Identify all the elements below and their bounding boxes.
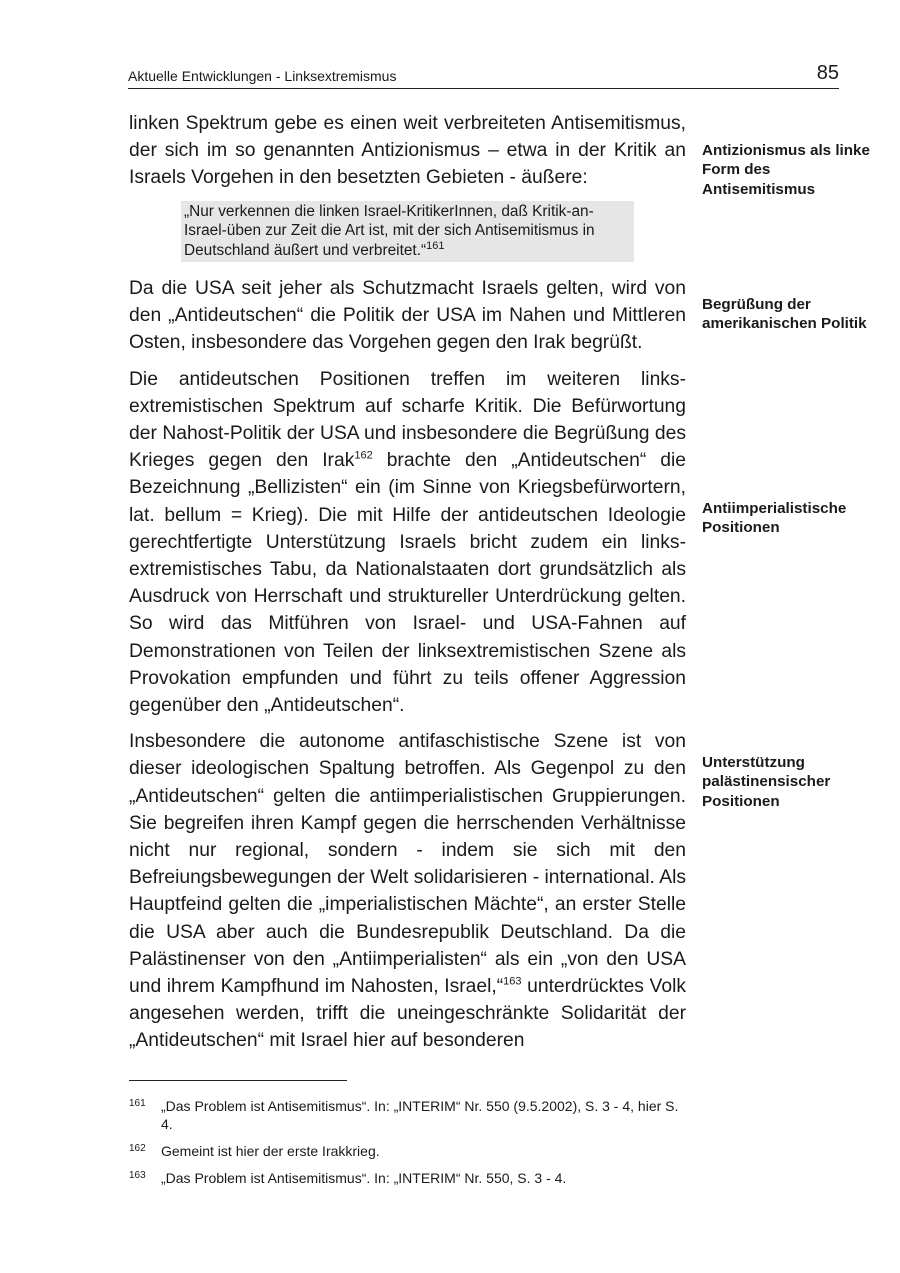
paragraph: Da die USA seit jeher als Schutzmacht Israels gelten, wird von den „Antideutschen“ die Politik der USA im Nahen und Mittleren Osten, insbesondere das Vorgehen gegen den Irak begrüßt. <box>129 278 686 354</box>
sidenote: Antiimperialistische Positionen <box>702 500 847 537</box>
paragraph-text: Insbesondere die autonome antifaschistische Szene ist von dieser ideologischen Spaltung betroffen. Als Gegenpol zu den „Antideutschen“ gelten die antiimperialistischen Gruppierungen. Sie begreifen ihren Kampf gegen die herrschenden Verhältnisse nicht nur regional, sondern - indem sie sich mit den Befreiungsbewegungen der Welt solidarisieren - international. Als Hauptfeind gelten die „imperialistischen Mächte“, an erster Stelle die USA aber auch die Bundesrepublik Deutschland. Da die Palästinenser von den „Antiimperialisten“ als ein „von den USA und ihrem Kampfhund im Nahosten, Israel,“ <box>129 731 686 998</box>
footnote <box>129 1097 689 1133</box>
footnote-number: 163 <box>129 1170 146 1181</box>
quote-text: „Nur verkennen die linken Israel-KritikerInnen, daß Kritik-an-Israel-üben zur Zeit die Art ist, mit der sich Antisemitismus in Deutschland äußert und verbreitet.“ <box>184 202 595 260</box>
paragraph-text: brachte den „Antideutschen“ die Bezeichnung „Bellizisten“ ein (im Sinne von Kriegsbefürwortern, lat. bellum = Krieg). Die mit Hilfe der antideutschen Ideologie gerechtfertigte Unterstützung Israels bricht zudem ein linksextremistisches Tabu, da Nationalstaaten dort grundsätzlich als Ausdruck von Herrschaft und struktureller Unterdrückung gelten. So wird das Mitführen von Israel- und USA-Fahnen auf Demonstrationen von Teilen der linksextremistischen Szene als Provokation empfunden und führt zu teils offener Aggression gegenüber den „Antideutschen“. <box>129 450 687 717</box>
footnote-ref: 162 <box>354 449 373 462</box>
footnote-ref: 161 <box>426 240 445 253</box>
paragraph: linken Spektrum gebe es einen weit verbreiteten Antisemitismus, der sich im so genannten Antizionismus – etwa in der Kritik an Israels Vorgehen in den besetzten Gebieten - äußere: <box>129 113 686 189</box>
page-number: 85 <box>816 62 839 84</box>
footnote-number: 162 <box>129 1143 146 1154</box>
main-text <box>129 110 686 1064</box>
sidenote: Begrüßung der amerikanischen Politik <box>702 296 867 333</box>
paragraph-text: unterdrücktes Volk angesehen werden, trifft die uneingeschränkte Solidarität der „Antideutschen“ mit Israel hier auf besonderen <box>129 976 686 1052</box>
footnote-text: „Das Problem ist Antisemitismus“. In: „INTERIM“ Nr. 550, S. 3 - 4. <box>161 1170 567 1186</box>
footnote-text: Gemeint ist hier der erste Irakkrieg. <box>161 1143 380 1159</box>
footnote <box>129 1142 689 1160</box>
paragraph <box>129 366 686 720</box>
footnotes <box>129 1097 689 1196</box>
footnote-text: „Das Problem ist Antisemitismus“. In: „INTERIM“ Nr. 550 (9.5.2002), S. 3 - 4, hier S. 4. <box>161 1098 679 1132</box>
sidenote: Unterstützung palästinensischer Positionen <box>702 754 831 810</box>
footnote-divider <box>129 1080 347 1081</box>
header-title: Aktuelle Entwicklungen - Linksextremismus <box>128 68 397 84</box>
paragraph-text: Die antideutschen Positionen treffen im weiteren linksextremistischen Spektrum auf scharfe Kritik. Die Befürwortung der Nahost-Politik der USA und insbesondere die Begrüßung des Krieges gegen den Irak <box>129 368 686 472</box>
block-quote <box>181 201 634 262</box>
footnote-ref: 163 <box>503 975 522 988</box>
paragraph <box>129 728 686 1054</box>
running-header <box>128 62 839 89</box>
sidenote: Antizionismus als linke Form des Antisemitismus <box>702 142 870 198</box>
footnote <box>129 1169 689 1187</box>
footnote-number: 161 <box>129 1098 146 1109</box>
